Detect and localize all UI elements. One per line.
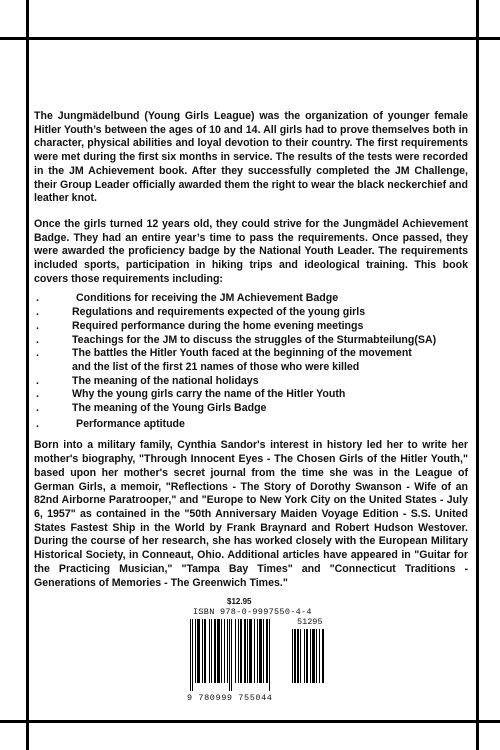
list-item [34, 388, 468, 402]
list-item [34, 320, 468, 334]
list-item-text: Performance aptitude [76, 417, 185, 430]
list-item-text: The meaning of the national holidays [72, 374, 259, 387]
top-border-line [0, 37, 500, 40]
list-item [34, 418, 468, 432]
list-item-text: Why the young girls carry the name of the Hitler Youth [72, 388, 346, 401]
price-label: $12.95 [227, 597, 252, 606]
list-item-text-continued: and the list of the first 21 names of those who were killed [72, 360, 360, 373]
right-border-line [476, 0, 479, 750]
ean-number: 9 780999 755044 [187, 693, 273, 703]
bullet: . [36, 292, 39, 305]
back-cover-text [34, 110, 468, 590]
list-item [34, 347, 468, 374]
bullet: . [36, 319, 39, 332]
ean-barcode-bars [190, 619, 290, 691]
badge-paragraph: Once the girls turned 12 years old, they could strive for the Jungmädel Achievement Badge. They had an entire year’s time to pass the requirements. Once passed, they were awarded the proficiency badge by the National Youth Leader. The requirements included sports, participation in hiking trips and ideological training. This book covers those requirements including: [34, 217, 468, 285]
list-item-text: Required performance during the home evening meetings [72, 319, 364, 332]
list-item [34, 375, 468, 389]
list-item [34, 292, 468, 306]
bullet: . [36, 333, 39, 346]
isbn-text: ISBN 978-0-9997550-4-4 [193, 607, 312, 617]
list-item-text: The meaning of the Young Girls Badge [72, 402, 267, 415]
isbn-barcode [187, 597, 338, 703]
list-item-text: Regulations and requirements expected of the young girls [72, 306, 366, 319]
bullet: . [36, 374, 39, 387]
list-item-text: Teachings for the JM to discuss the struggles of the Sturmabteilung(SA) [72, 333, 437, 346]
list-item [34, 402, 468, 416]
list-item [34, 306, 468, 320]
list-item-text: Conditions for receiving the JM Achievement Badge [76, 292, 339, 305]
requirements-list [34, 292, 468, 431]
addon-barcode-bars [292, 629, 336, 691]
list-item-text: The battles the Hitler Youth faced at the beginning of the movement [72, 347, 412, 360]
bullet: . [36, 417, 39, 430]
author-bio-paragraph: Born into a military family, Cynthia Sandor's interest in history led her to write her mother's biography, "Through Innocent Eyes - The Chosen Girls of the Hitler Youth," based upon her mother's secret journal from the time she was in the League of German Girls, a memoir, "Reflections - The Story of Dorothy Swanson - Wife of an 82nd Airborne Paratrooper," and "Europe to New York City on the United States - July 6, 1957" as contained in the "50th Anniversary Maiden Voyage Edition - S.S. United States Fastest Ship in the World by Frank Braynard and Robert Hudson Westover. During the course of her research, she has worked closely with the European Military Historical Society, in Conneaut, Ohio. Additional articles have appeared in "Guitar for the Practicing Musician," "Tampa Bay Times" and "Connecticut Traditions - Generations of Memories - The Greenwich Times." [34, 439, 468, 589]
bottom-border-line [0, 720, 500, 723]
bullet: . [36, 402, 39, 415]
bullet: . [36, 347, 39, 360]
intro-paragraph: The Jungmädelbund (Young Girls League) was the organization of younger female Hitler Youth’s between the ages of 10 and 14. All girls had to prove themselves both in character, physical abilities and loyal devotion to their country. The first requirements were met during the first six months in service. The results of the tests were recorded in the JM Achievement book. After they successfully completed the JM Challenge, their Group Leader officially awarded them the right to wear the black neckerchief and leather knot. [34, 110, 468, 205]
bullet: . [36, 306, 39, 319]
price-addon-code: 51295 [297, 617, 323, 627]
bullet: . [36, 388, 39, 401]
list-item [34, 334, 468, 348]
left-border-line [26, 0, 29, 750]
